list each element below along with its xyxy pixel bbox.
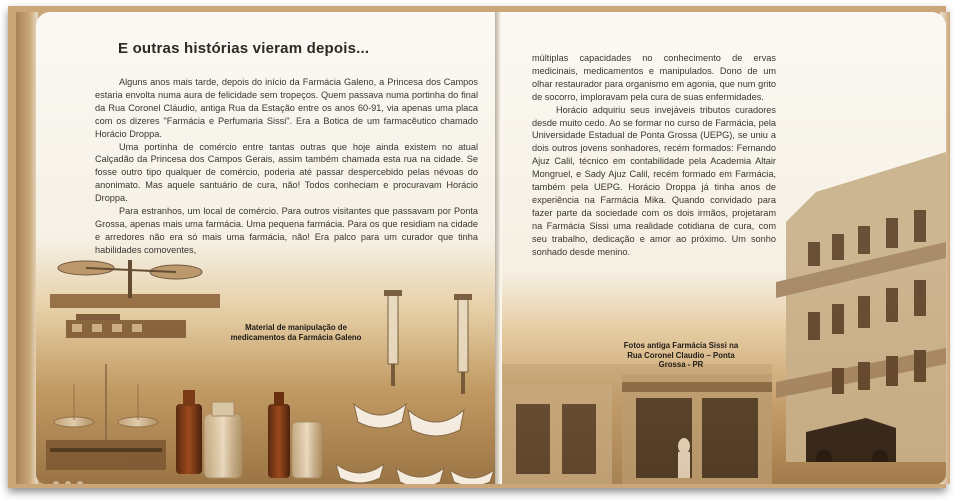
- balance-scale: [50, 260, 220, 338]
- left-page: [36, 12, 498, 484]
- bottles: [176, 390, 322, 478]
- precision-scale: [46, 364, 166, 484]
- street-photo: [502, 364, 772, 484]
- book-spread: [8, 6, 946, 488]
- building-photo: [746, 132, 946, 462]
- photo-caption-left: Material de manipulação de medicamentos da Farmácia Galeno: [230, 323, 362, 342]
- right-page: [502, 12, 946, 484]
- paragraph: Uma portinha de comércio entre tantas outras que hoje ainda existem no atual Calçadão da Princesa dos Campos Gerais, assim também chamada esta rua na cidade. Se fosse outro tipo qualquer de comércio, poderia até passar despercebido pelas névoas do anonimato. Mas aquele santuário de cura, não! Todos conheciam e procuravam Horácio Droppa.: [95, 141, 478, 204]
- paragraph: Para estranhos, um local de comércio. Para outros visitantes que passavam por Ponta Grossa, apenas mais uma farmácia. Uma pequena farmácia. Para os que residiam na cidade e arredores não era só mais uma farmácia, não! Era palco para um curador que tinha habilidades comoventes,: [95, 206, 478, 255]
- paragraph: múltiplas capacidades no conhecimento de ervas medicinais, medicamentos e manipulados. Dono de um olhar restaurador para organismo em agonia, que num grito de socorro, imploravam pela cura de suas enfermidades.: [532, 53, 776, 102]
- left-page-edges: [16, 12, 38, 484]
- pharmacy-equipment-photo: [36, 254, 498, 484]
- paragraph: Horácio adquiriu seus invejáveis tributos curadores desde muito cedo. Ao se formar no curso de Farmácia, pela Universidade Estadual de Ponta Grossa (UEPG), se uniu a dois outros jovens sonhadores, recém formados: Fernando Ajuz Calil, técnico em contabilidade pela Academia Altair Mongruel, e Sady Ajuz Calil, recém formado em Farmácia, também pela UEPG. Horácio Droppa já tinha anos de experiência na Farmácia Mika. Quando convidado para fazer parte da sociedade com os dois irmãos, projetaram na Farmácia Sissi uma realidade cotidiana de cura, com seu trabalho, dedicação e amor ao próximo. Um sonho sonhado desde menino.: [532, 104, 776, 257]
- chapter-title: E outras histórias vieram depois...: [118, 40, 370, 57]
- photo-caption-right: Fotos antiga Farmácia Sissi na Rua Coronel Claudio – Ponta Grossa - PR: [623, 341, 739, 369]
- mortar-cups: [336, 404, 494, 484]
- syringes: [384, 290, 472, 394]
- right-body-text: [532, 52, 776, 259]
- left-body-text: [95, 76, 478, 257]
- paragraph: Alguns anos mais tarde, depois do início da Farmácia Galeno, a Princesa dos Campos estaria envolta numa aura de felicidade sem tropeços. Quem passava numa portinha do final da Rua Coronel Cláudio, antiga Rua da Estação entre os anos 60-91, via apenas uma placa com os dizeres "Farmácia e Perfumaria Sissi". Era a Botica de um farmacêutico chamado Horácio Droppa.: [95, 77, 478, 139]
